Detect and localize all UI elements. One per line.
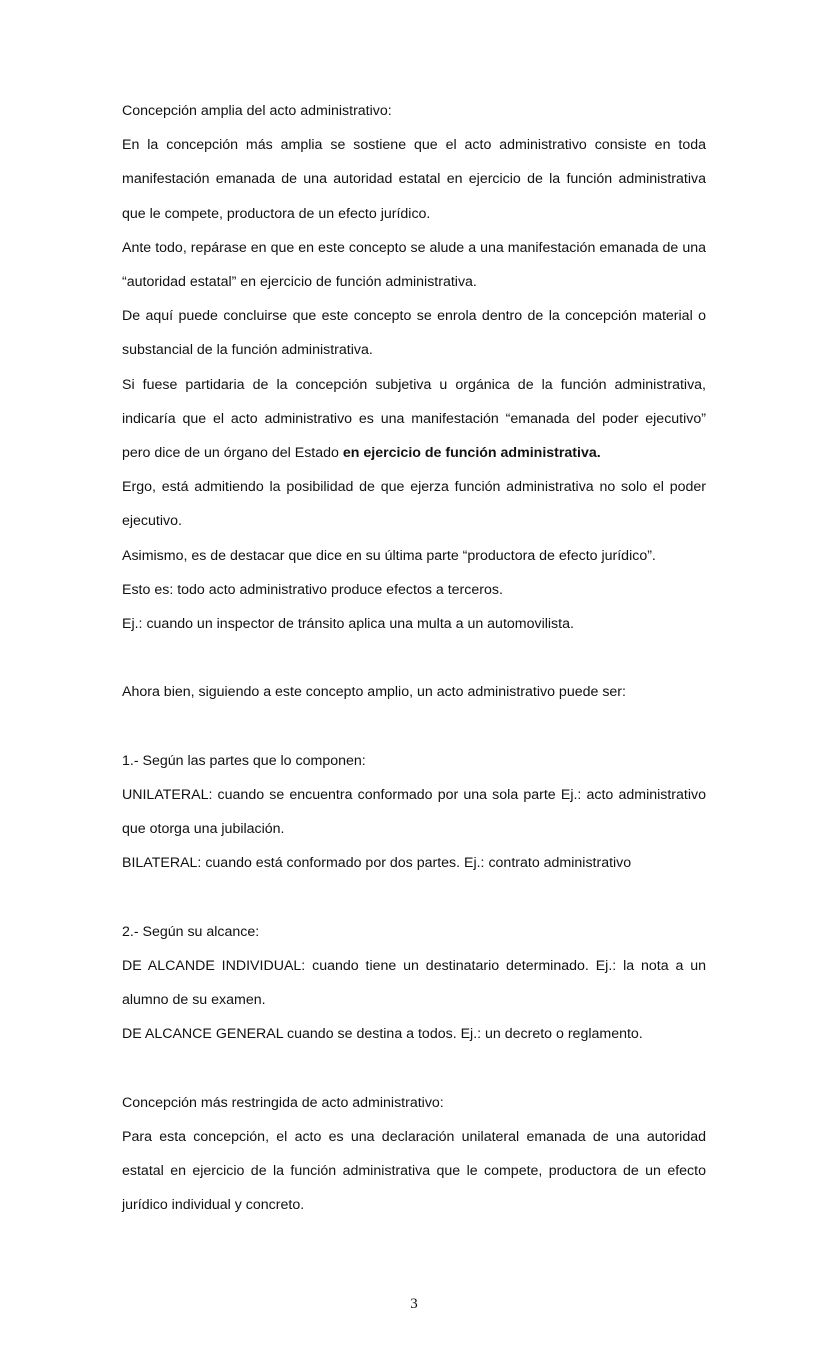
classification-bilateral: BILATERAL: cuando está conformado por dos partes. Ej.: contrato administrativo <box>122 855 632 872</box>
section-broad-paragraph-4 <box>122 368 706 471</box>
section-broad-example: Ej.: cuando un inspector de tránsito aplica una multa a un automovilista. <box>122 616 574 633</box>
page-number: 3 <box>410 1296 418 1312</box>
section-broad-paragraph-6: Asimismo, es de destacar que dice en su última parte “productora de efecto jurídico”. <box>122 547 656 564</box>
section-broad-paragraph-3: De aquí puede concluirse que este concepto se enrola dentro de la concepción material o substancial de la función administrativa. <box>122 308 706 359</box>
classification-intro: Ahora bien, siguiendo a este concepto amplio, un acto administrativo puede ser: <box>122 684 626 701</box>
classification-individual: DE ALCANDE INDIVIDUAL: cuando tiene un destinatario determinado. Ej.: la nota a un alumno de su examen. <box>122 958 706 1009</box>
section-broad-heading: Concepción amplia del acto administrativo: <box>122 103 392 119</box>
spacer <box>122 1052 706 1086</box>
paragraph-4-bold-text: en ejercicio de función administrativa. <box>342 445 601 462</box>
section-broad-paragraph-7: Esto es: todo acto administrativo produce efectos a terceros. <box>122 581 503 598</box>
classification-general: DE ALCANCE GENERAL cuando se destina a todos. Ej.: un decreto o reglamento. <box>122 1026 643 1043</box>
spacer <box>122 641 706 675</box>
classification-scope-heading: 2.- Según su alcance: <box>122 923 260 940</box>
section-restricted-heading: Concepción más restringida de acto administrativo: <box>122 1094 444 1111</box>
section-broad-paragraph-1: En la concepción más amplia se sostiene que el acto administrativo consiste en toda manifestación emanada de una autoridad estatal en ejercicio de la función administrativa que le compete, productora de un efecto jurídico. <box>122 137 706 222</box>
spacer <box>122 710 706 744</box>
section-broad-paragraph-5: Ergo, está admitiendo la posibilidad de que ejerza función administrativa no solo el poder ejecutivo. <box>122 479 706 530</box>
classification-unilateral: UNILATERAL: cuando se encuentra conformado por una sola parte Ej.: acto administrativo que otorga una jubilación. <box>122 787 706 838</box>
paragraph-4-text: Si fuese partidaria de la concepción subjetiva u orgánica de la función administrativa, indicaría que el acto administrativo es una manifestación “emanada del poder ejecutivo” pero dice de un órgano del Estado <box>122 376 706 462</box>
classification-parts-heading: 1.- Según las partes que lo componen: <box>122 752 366 769</box>
spacer <box>122 881 706 915</box>
document-body <box>122 94 706 1223</box>
section-broad-paragraph-2: Ante todo, repárase en que en este concepto se alude a una manifestación emanada de una “autoridad estatal” en ejercicio de función administrativa. <box>122 239 706 291</box>
section-restricted-paragraph-1: Para esta concepción, el acto es una declaración unilateral emanada de una autoridad estatal en ejercicio de la función administrativa que le compete, productora de un efecto jurídico individual y concreto. <box>122 1129 706 1214</box>
